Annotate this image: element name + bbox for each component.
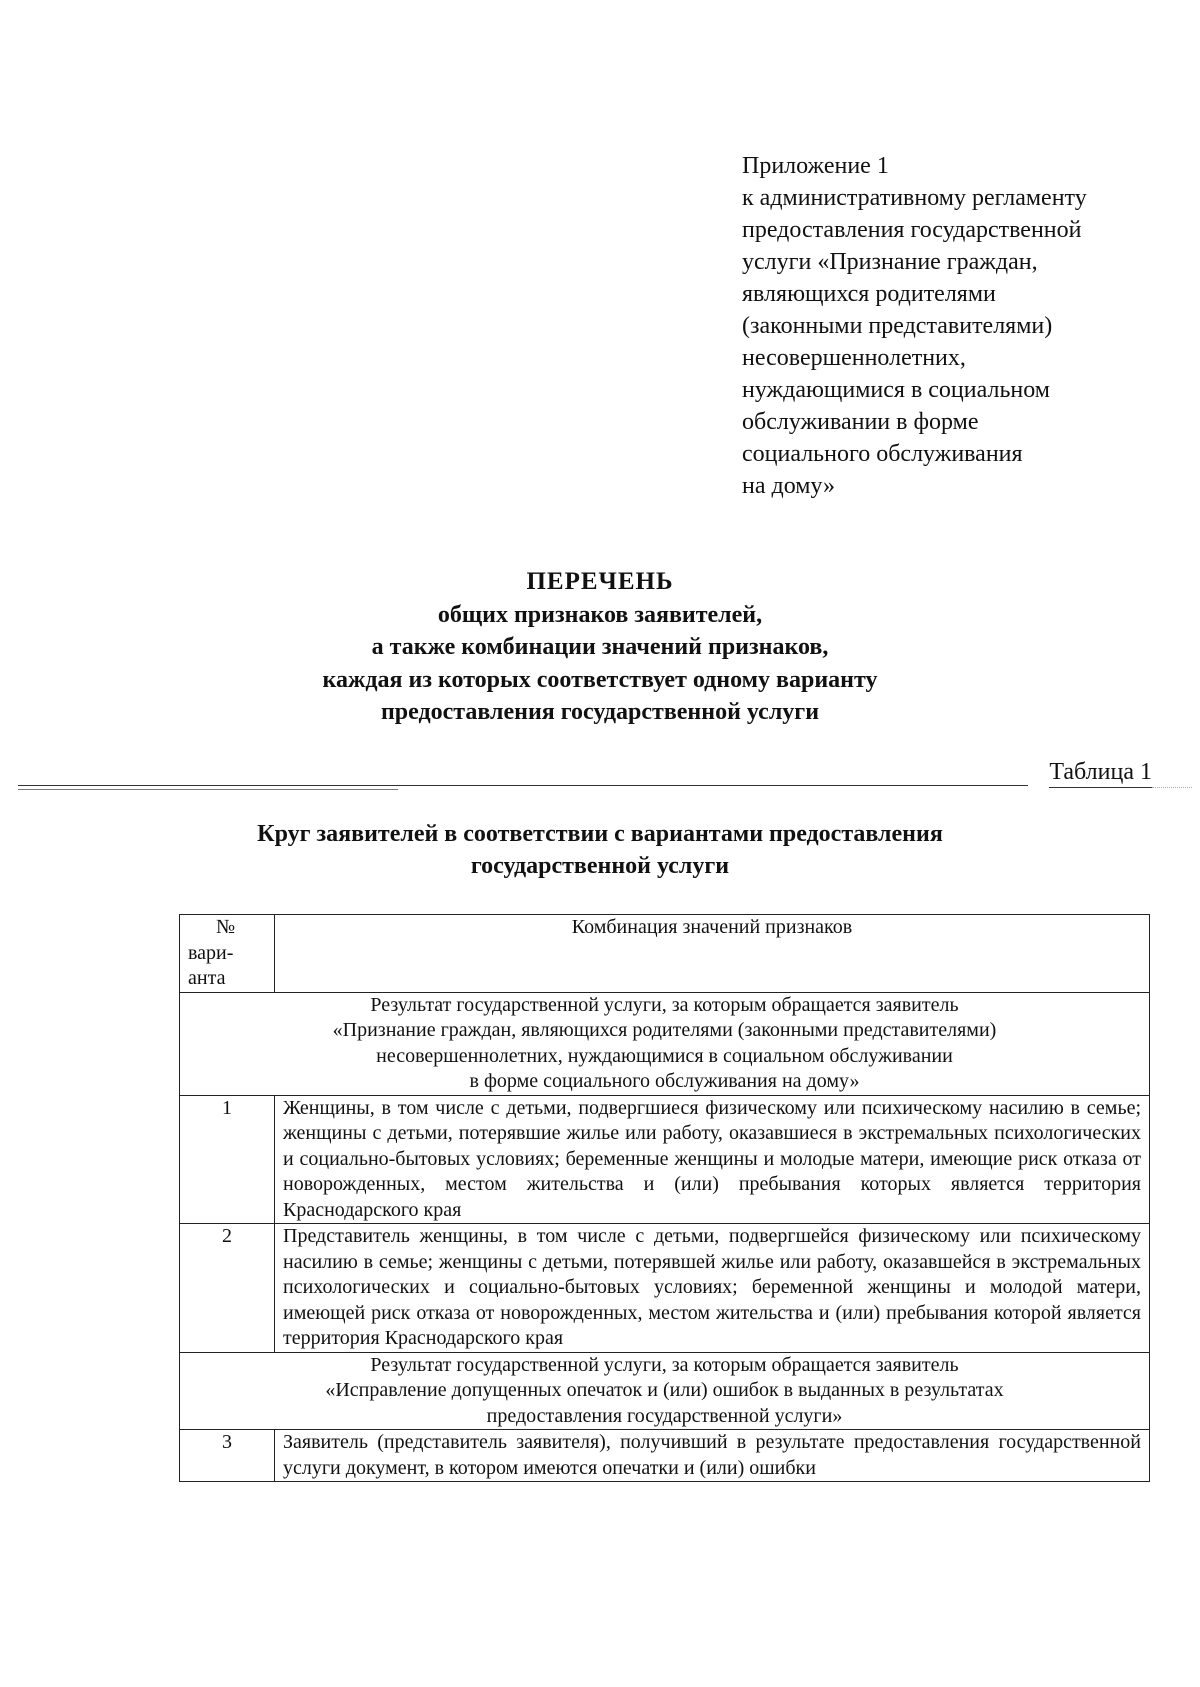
document-title: [0, 566, 1200, 729]
appendix-line: Приложение 1: [742, 153, 889, 179]
appendix-line: предоставления государственной: [742, 217, 1082, 243]
section-row: [180, 992, 1150, 1095]
section-line: Результат государственной услуги, за которым обращается заявитель: [370, 1353, 959, 1376]
appendix-line: социального обслуживания: [742, 441, 1023, 467]
header-combination: Комбинация значений признаков: [275, 915, 1150, 993]
title-line: каждая из которых соответствует одному варианту: [322, 666, 878, 693]
header-num-line: анта: [188, 967, 226, 989]
appendix-block: [742, 150, 1162, 502]
table-title-line: государственной услуги: [470, 853, 730, 879]
section-result-1: [180, 992, 1150, 1095]
appendix-line: (законными представителями): [742, 313, 1053, 339]
table-label-row: [0, 757, 1200, 791]
section-line: в форме социального обслуживания на дому»: [469, 1070, 860, 1092]
table-title-line: Круг заявителей в соответствии с вариантами предоставления: [257, 821, 943, 847]
variant-description: Представитель женщины, в том числе с детьми, подвергшейся физическому или психическому насилию в семье; женщины с детьми, потерявшей жилье или работу, оказавшейся в экстремальных психологических и социально-бытовых условиях; беременной женщины и молодой матери, имеющей риск отказа от новорожденных, местом жительства и (или) пребывания которой является территория Краснодарского края: [275, 1224, 1150, 1353]
table-row: [180, 1430, 1150, 1482]
title-main: ПЕРЕЧЕНЬ: [526, 568, 674, 595]
table-row: [180, 1095, 1150, 1224]
header-num-line: вари-: [188, 941, 234, 964]
appendix-line: обслуживании в форме: [742, 409, 979, 435]
section-line: предоставления государственной услуги»: [486, 1404, 843, 1427]
section-line: «Признание граждан, являющихся родителями (законными представителями): [332, 1019, 997, 1041]
title-line: общих признаков заявителей,: [437, 601, 763, 628]
section-line: Результат государственной услуги, за которым обращается заявитель: [370, 993, 959, 1016]
header-num-line: №: [216, 916, 236, 938]
table-header-row: [180, 915, 1150, 993]
applicants-table: [179, 914, 1150, 1482]
variant-number: 2: [180, 1224, 275, 1353]
horizontal-rule: [1152, 787, 1192, 788]
horizontal-rule: [18, 785, 1028, 786]
appendix-line: к административному регламенту: [742, 185, 1087, 211]
appendix-line: нуждающимися в социальном: [742, 377, 1050, 403]
table-title: [0, 818, 1200, 882]
appendix-line: на дому»: [742, 473, 836, 499]
section-line: «Исправление допущенных опечаток и (или) ошибок в выданных в результатах: [325, 1379, 1004, 1401]
appendix-line: несовершеннолетних,: [742, 345, 966, 371]
variant-description: Заявитель (представитель заявителя), получивший в результате предоставления государственной услуги документ, в котором имеются опечатки и (или) ошибки: [275, 1430, 1150, 1482]
section-line: несовершеннолетних, нуждающимися в социальном обслуживании: [376, 1044, 953, 1067]
title-line: а также комбинации значений признаков,: [371, 634, 829, 660]
variant-number: 1: [180, 1095, 275, 1224]
table-row: [180, 1224, 1150, 1353]
horizontal-rule: [18, 789, 398, 790]
header-variant-number: [180, 915, 275, 993]
section-row: [180, 1352, 1150, 1430]
section-result-2: [180, 1352, 1150, 1430]
appendix-line: услуги «Признание граждан,: [742, 249, 1038, 275]
appendix-line: являющихся родителями: [742, 281, 996, 307]
variant-number: 3: [180, 1430, 275, 1482]
variant-description: Женщины, в том числе с детьми, подвергшиеся физическому или психическому насилию в семье; женщины с детьми, потерявшие жилье или работу, оказавшиеся в экстремальных психологических и социально-бытовых условиях; беременные женщины и молодые матери, имеющие риск отказа от новорожденных, местом жительства и (или) пребывания которых является территория Краснодарского края: [275, 1095, 1150, 1224]
table-label: Таблица 1: [1049, 757, 1152, 788]
title-line: предоставления государственной услуги: [380, 699, 820, 725]
